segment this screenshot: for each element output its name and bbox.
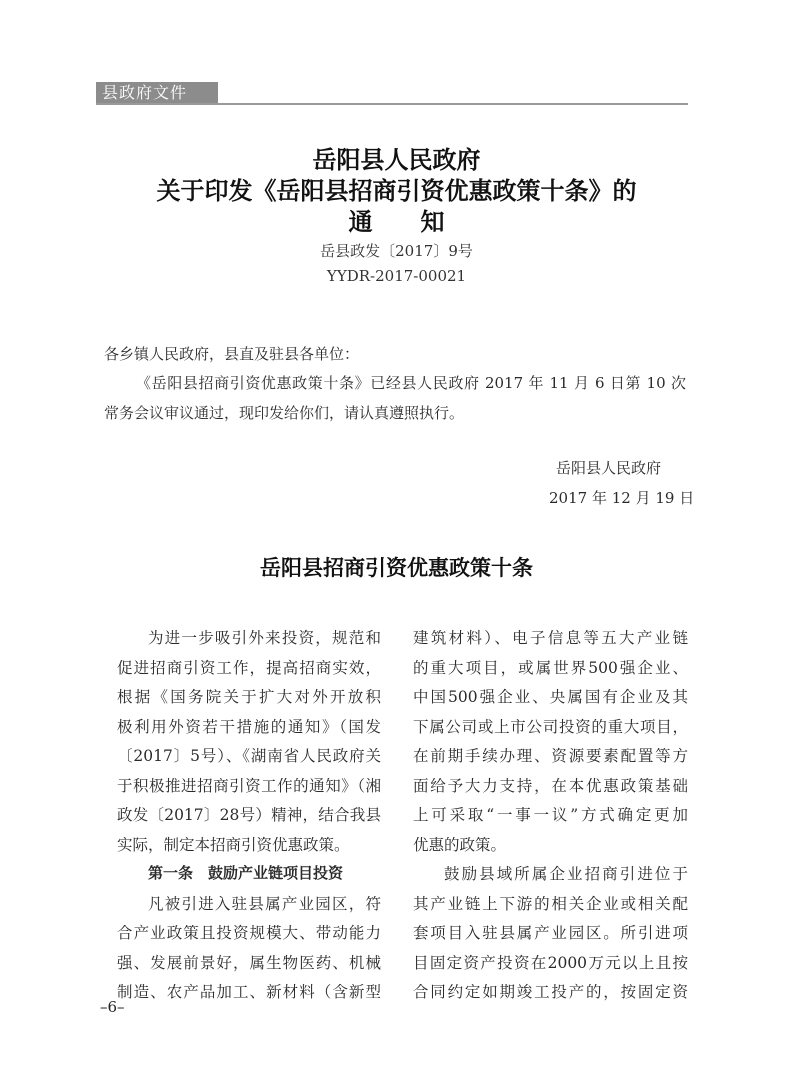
paragraph-line: 凡被引进入驻县属产业园区，符 (148, 894, 381, 913)
paragraph-line: 极利用外资若干措施的通知》（国发 (117, 717, 381, 736)
notice-title-line-1: 岳阳县人民政府 (312, 145, 481, 174)
signature-date: 2017 年 12 月 19 日 (549, 489, 695, 507)
section-label: 县政府文件 (96, 82, 218, 104)
paragraph-line: 根据《国务院关于扩大对外开放积 (117, 688, 381, 706)
paragraph-line: 下属公司或上市公司投资的重大项目， (413, 717, 688, 736)
paragraph-line: 的重大项目，或属世界500强企业、 (413, 658, 688, 677)
paragraph-line: 目固定资产投资在2000万元以上且按 (413, 953, 688, 972)
paragraph-line: 鼓励县域所属企业招商引进位于 (444, 865, 688, 883)
policy-title: 岳阳县招商引资优惠政策十条 (260, 555, 533, 580)
document-number: 岳县政发〔2017〕9号 (320, 242, 473, 260)
header-divider (96, 103, 688, 105)
signer: 岳阳县人民政府 (556, 459, 662, 477)
notice-body-line: 常务会议审议通过，现印发给你们，请认真遵照执行。 (104, 404, 465, 422)
salutation: 各乡镇人民政府，县直及驻县各单位： (104, 345, 360, 363)
paragraph-line: 于积极推进招商引资工作的通知》（湘 (117, 776, 381, 795)
paragraph-line: 合产业政策且投资规模大、带动能力 (117, 924, 381, 942)
page-number: –6– (100, 998, 125, 1016)
registration-number: YYDR-2017-00021 (326, 267, 467, 285)
paragraph-line: 优惠的政策。 (413, 835, 507, 854)
paragraph-line: 政发〔2017〕28号）精神，结合我县 (117, 806, 381, 824)
paragraph-line: 促进招商引资工作，提高招商实效， (117, 658, 381, 677)
paragraph-line: 建筑材料）、电子信息等五大产业链 (413, 629, 688, 647)
paragraph-line: 在前期手续办理、资源要素配置等方 (413, 747, 688, 765)
paragraph-line: 为进一步吸引外来投资，规范和 (148, 629, 381, 647)
paragraph-line: 上可采取“一事一议”方式确定更加 (413, 806, 688, 824)
notice-title-line-3: 通 知 (348, 207, 445, 236)
paragraph-line: 实际，制定本招商引资优惠政策。 (117, 835, 350, 854)
article-heading: 第一条 鼓励产业链项目投资 (148, 864, 344, 882)
notice-body-line: 《岳阳县招商引资优惠政策十条》已经县人民政府 2017 年 11 月 6 日第 10 次 (136, 374, 686, 392)
paragraph-line: 中国500强企业、央属国有企业及其 (413, 688, 688, 706)
paragraph-line: 强、发展前景好，属生物医药、机械 (117, 953, 381, 972)
paragraph-line: 〔2017〕5号）、《湖南省人民政府关 (117, 747, 381, 765)
paragraph-line: 其产业链上下游的相关企业或相关配 (413, 894, 688, 913)
paragraph-line: 合同约定如期竣工投产的，按固定资 (413, 983, 688, 1001)
paragraph-line: 制造、农产品加工、新材料（含新型 (117, 983, 381, 1001)
paragraph-line: 套项目入驻县属产业园区。所引进项 (413, 924, 688, 942)
paragraph-line: 面给予大力支持，在本优惠政策基础 (413, 776, 688, 795)
notice-title-line-2: 关于印发《岳阳县招商引资优惠政策十条》的 (156, 176, 637, 205)
